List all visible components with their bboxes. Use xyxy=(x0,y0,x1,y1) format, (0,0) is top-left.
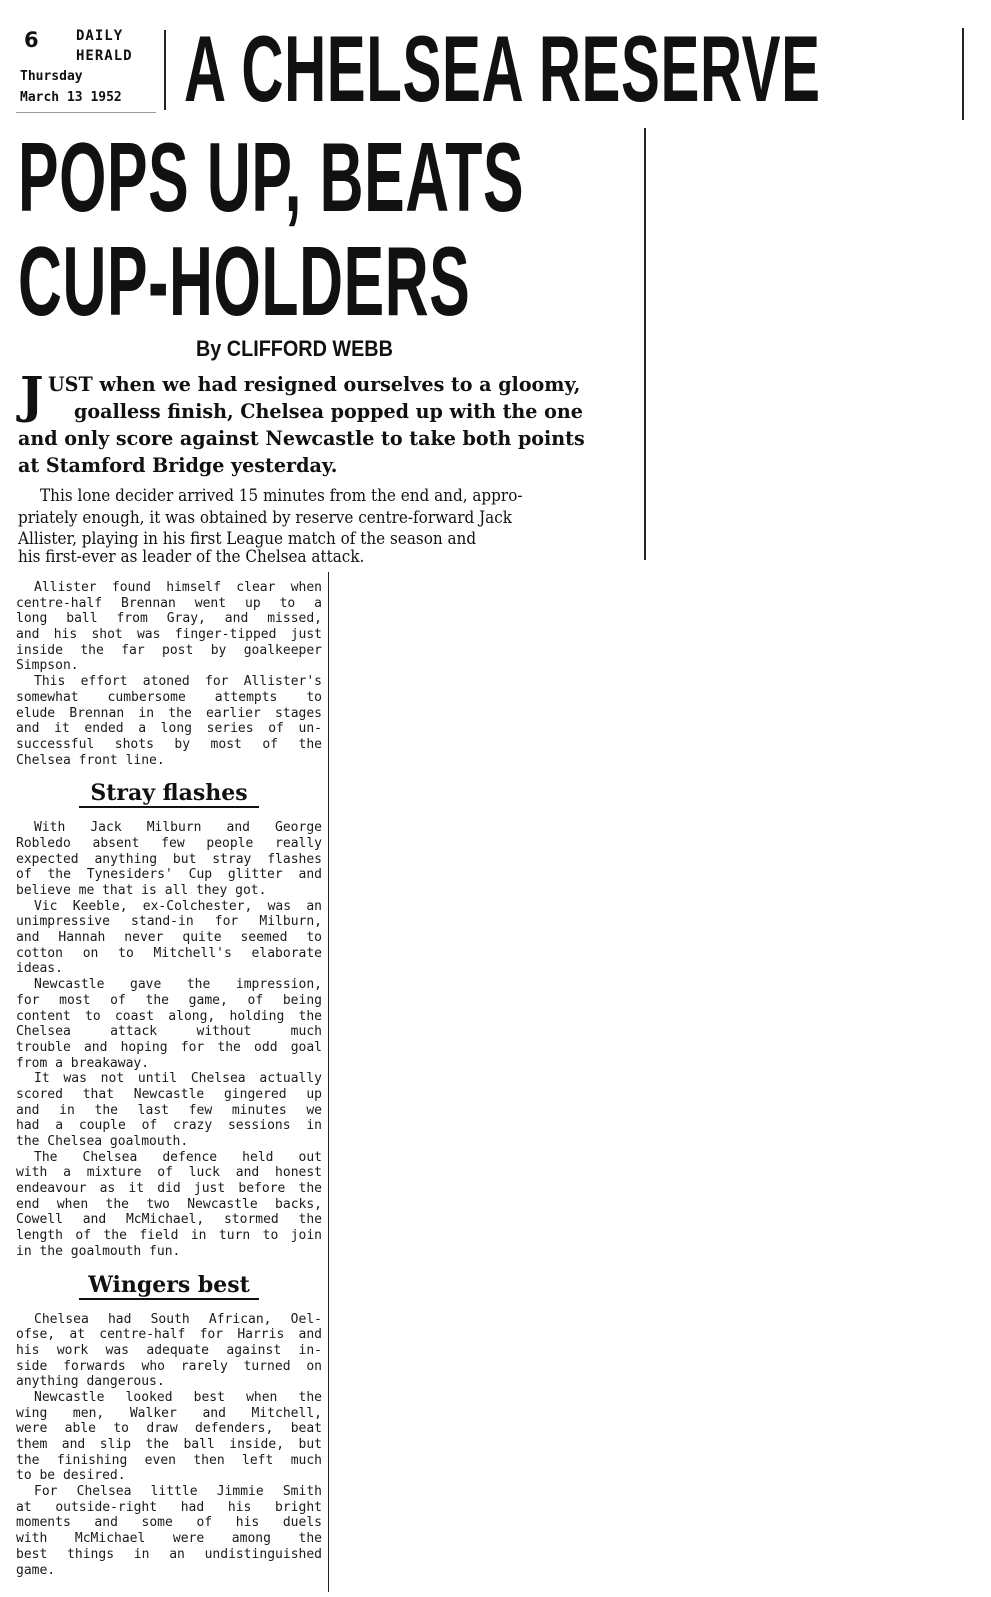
body-line: Allister found himself clear when xyxy=(34,580,322,595)
second-paragraph-line: his first-ever as leader of the Chelsea attack. xyxy=(18,547,365,567)
headline-line-2: POPS UP, BEATS xyxy=(18,122,525,232)
body-line: It was not until Chelsea actually xyxy=(34,1071,322,1087)
drop-cap: J xyxy=(20,365,44,424)
body-line: This effort atoned for Allister's xyxy=(34,674,322,690)
headline-right-border xyxy=(962,28,964,120)
body-line: had a couple of crazy sessions in xyxy=(16,1118,322,1134)
subheading-wingers-best: Wingers best xyxy=(88,1271,250,1298)
body-line: game. xyxy=(16,1562,56,1578)
spacer xyxy=(16,808,322,820)
body-line: elude Brennan in the earlier stages xyxy=(16,705,322,721)
body-line: unimpressive stand-in for Milburn, xyxy=(16,914,322,930)
body-line: were able to draw defenders, beat xyxy=(16,1421,322,1437)
body-line: ofse, at centre-half for Harris and xyxy=(16,1327,322,1343)
byline: By CLIFFORD WEBB xyxy=(196,336,393,361)
body-line: his work was adequate against in- xyxy=(16,1342,322,1358)
body-line: end when the two Newcastle backs, xyxy=(16,1196,322,1212)
body-line: and it ended a long series of un- xyxy=(16,721,322,737)
body-line: For Chelsea little Jimmie Smith xyxy=(34,1484,322,1500)
body-line: wing men, Walker and Mitchell, xyxy=(16,1405,322,1421)
body-line: Cowell and McMichael, stormed the xyxy=(16,1212,322,1228)
body-line: from a breakaway. xyxy=(16,1055,150,1071)
article-column xyxy=(16,580,322,1578)
body-line: endeavour as it did just before the xyxy=(16,1181,322,1197)
body-line: at outside-right had his bright xyxy=(16,1499,322,1515)
headline-line-3: CUP-HOLDERS xyxy=(18,226,471,336)
body-line: best things in an undistinguished xyxy=(16,1546,322,1562)
headline-line-1: A CHELSEA RESERVE xyxy=(184,16,821,121)
lead-right-border xyxy=(644,128,646,560)
second-paragraph-line: This lone decider arrived 15 minutes from the end and, appro- xyxy=(40,486,523,506)
body-line: Simpson. xyxy=(16,658,79,674)
second-paragraph-line: Allister, playing in his first League match of the season and xyxy=(18,529,477,549)
body-line: Chelsea had South African, Oel- xyxy=(34,1311,322,1327)
spacer xyxy=(16,1300,322,1312)
body-line: trouble and hoping for the odd goal xyxy=(16,1039,322,1055)
body-line: side forwards who rarely turned on xyxy=(16,1358,322,1374)
issue-date: March 13 1952 xyxy=(20,90,122,105)
body-line: and Hannah never quite seemed to xyxy=(16,930,322,946)
body-line: the Chelsea goalmouth. xyxy=(16,1134,189,1149)
body-line: long ball from Gray, and missed, xyxy=(16,611,322,627)
column-right-border xyxy=(328,572,329,1592)
body-line: with a mixture of luck and honest xyxy=(16,1165,322,1181)
lead-line: and only score against Newcastle to take both points xyxy=(18,426,585,450)
body-line: to be desired. xyxy=(16,1468,126,1484)
second-paragraph-line: priately enough, it was obtained by reserve centre-forward Jack xyxy=(18,508,512,528)
body-line: With Jack Milburn and George xyxy=(34,820,322,836)
newspaper-name-line2: HERALD xyxy=(76,48,133,64)
lead-line: goalless finish, Chelsea popped up with the one xyxy=(74,399,583,423)
masthead-rule xyxy=(16,112,156,113)
body-line: inside the far post by goalkeeper xyxy=(16,642,322,658)
body-line: somewhat cumbersome attempts to xyxy=(16,689,322,705)
body-line: centre-half Brennan went up to a xyxy=(16,595,322,611)
body-line: The Chelsea defence held out xyxy=(34,1149,322,1165)
body-line: and in the last few minutes we xyxy=(16,1102,322,1118)
body-line: Newcastle gave the impression, xyxy=(34,977,322,993)
body-line: moments and some of his duels xyxy=(16,1515,322,1531)
body-line: them and slip the ball inside, but xyxy=(16,1437,322,1452)
body-line: and his shot was finger-tipped just xyxy=(16,627,322,643)
lead-line: at Stamford Bridge yesterday. xyxy=(18,453,338,477)
body-line: successful shots by most of the xyxy=(16,736,322,752)
body-line: believe me that is all they got. xyxy=(16,883,267,898)
body-line: of the Tynesiders' Cup glitter and xyxy=(16,867,322,883)
body-line: cotton on to Mitchell's elaborate xyxy=(16,945,322,961)
body-line: the finishing even then left much xyxy=(16,1452,322,1468)
body-line: content to coast along, holding the xyxy=(16,1008,322,1024)
body-line: Vic Keeble, ex-Colchester, was an xyxy=(34,898,322,914)
body-line: Robledo absent few people really xyxy=(16,835,322,851)
page-number: 6 xyxy=(24,28,39,52)
body-line: length of the field in turn to join xyxy=(16,1228,322,1244)
body-line: anything dangerous. xyxy=(16,1374,165,1390)
newspaper-name-line1: DAILY xyxy=(76,28,124,44)
body-line: with McMichael were among the xyxy=(16,1531,322,1547)
body-line: scored that Newcastle gingered up xyxy=(16,1086,322,1102)
body-line: in the goalmouth fun. xyxy=(16,1243,181,1259)
body-line: for most of the game, of being xyxy=(16,992,322,1008)
body-line: Chelsea front line. xyxy=(16,752,165,768)
subheading-stray-flashes: Stray flashes xyxy=(90,780,248,807)
body-line: Chelsea attack without much xyxy=(16,1024,322,1040)
lead-line: UST when we had resigned ourselves to a gloomy, xyxy=(48,372,581,396)
body-line: ideas. xyxy=(16,961,63,977)
issue-day: Thursday xyxy=(20,69,83,84)
body-line: expected anything but stray flashes xyxy=(16,851,322,867)
masthead-divider xyxy=(164,30,166,110)
spacer xyxy=(16,768,322,780)
body-line: Newcastle looked best when the xyxy=(34,1389,322,1405)
spacer xyxy=(16,1260,322,1272)
